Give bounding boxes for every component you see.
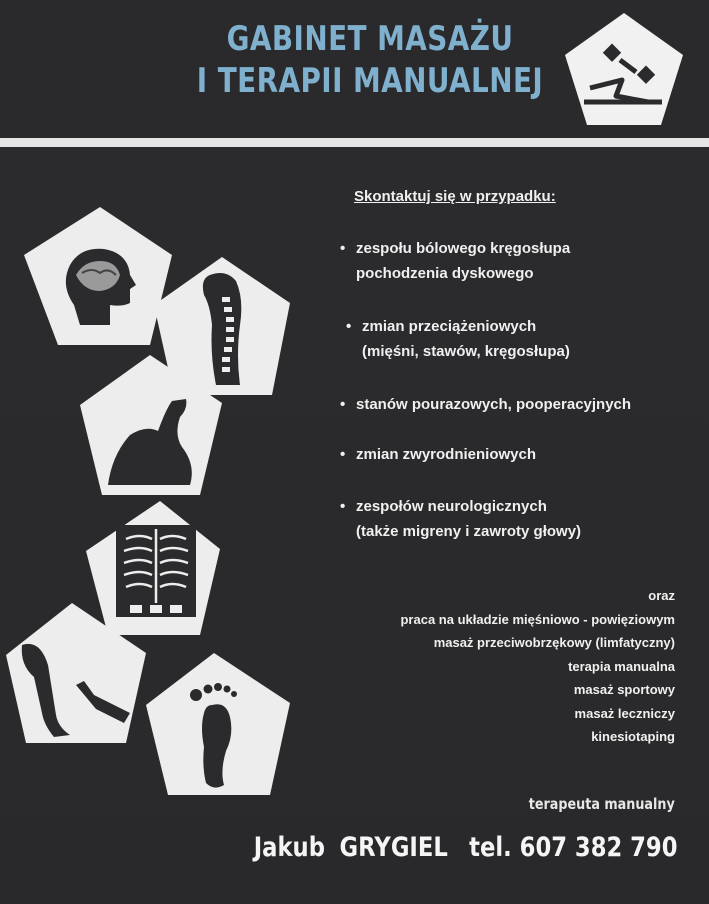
title-line-2: I TERAPII MANUALNEJ — [196, 61, 544, 101]
bullet-icon: • — [340, 446, 346, 463]
therapy-icons-column — [0, 195, 320, 815]
list-item: masaż sportowy — [573, 682, 675, 697]
list-item: masaż przeciwobrzękowy (limfatyczny) — [433, 635, 675, 650]
bullet-icon: • — [340, 240, 346, 257]
header — [0, 0, 709, 138]
list-item: masaż leczniczy — [574, 705, 675, 721]
bullet-icon: • — [340, 396, 346, 413]
phone-number: tel. 607 382 790 — [468, 832, 677, 863]
list-item: praca na układzie mięśniowo - powięziowym — [400, 611, 675, 627]
page-title — [190, 18, 551, 102]
title-line-1: GABINET MASAŻU — [226, 19, 514, 59]
massage-logo-icon — [562, 10, 686, 128]
footprint-icon — [146, 653, 290, 795]
list-item: • zespołu bólowego kręgosłupa pochodzenia dyskowego — [340, 236, 570, 286]
list-item: • stanów pourazowych, pooperacyjnych — [340, 392, 631, 417]
xray-chest-icon — [86, 501, 220, 635]
header-divider — [0, 138, 709, 147]
list-item: • zmian przeciążeniowych (mięśni, stawów, kręgosłupa) — [346, 314, 570, 364]
list-item: • zespołów neurologicznych (także migreny i zawroty głowy) — [340, 494, 581, 544]
services-connector: oraz — [648, 588, 675, 603]
bullet-icon: • — [340, 498, 346, 515]
contact-intro: Skontaktuj się w przypadku: — [354, 188, 556, 205]
name-first: Jakub — [253, 832, 325, 863]
brain-head-icon — [24, 207, 172, 345]
services-list — [400, 584, 675, 749]
therapist-role: terapeuta manualny — [528, 795, 675, 813]
name-last: GRYGIEL — [339, 832, 448, 863]
list-item: terapia manualna — [568, 658, 675, 674]
list-item: kinesiotaping — [591, 729, 675, 744]
bullet-icon: • — [346, 318, 352, 335]
contact-line — [253, 832, 677, 863]
list-item: • zmian zwyrodnieniowych — [340, 442, 536, 467]
